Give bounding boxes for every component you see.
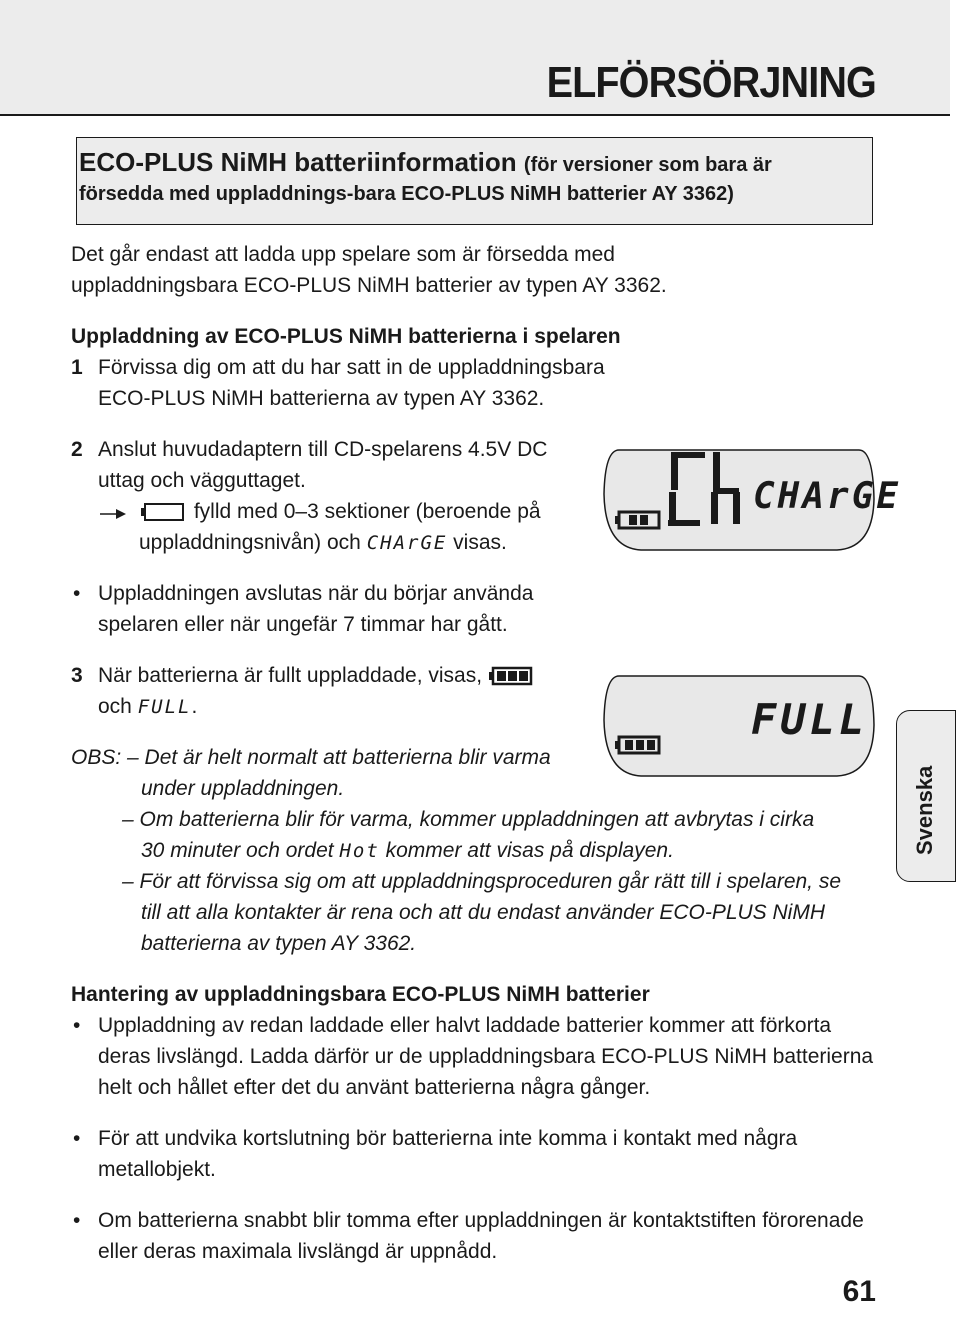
step2-arrow-text-1: fylld med 0–3 sektioner (beroende på [193, 500, 541, 523]
note-line-1 [71, 742, 551, 773]
step1-line-2: ECO-PLUS NiMH batterierna av typen AY 3362. [98, 387, 545, 410]
step1-line-1: Förvissa dig om att du har satt in de uppladdningsbara [98, 356, 605, 379]
lcd-display-full [601, 670, 877, 780]
step3-text-1: När batterierna är fullt uppladdade, visas, [98, 664, 483, 687]
bullet1-line-2: spelaren eller när ungefär 7 timmar har gått. [98, 613, 508, 636]
bullet-symbol: • [73, 582, 81, 605]
note-line-5: – För att förvissa sig om att uppladdningsproceduren går rätt till i spelaren, se [122, 870, 842, 893]
step2-arrow-text-2: uppladdningsnivån) och [139, 531, 361, 554]
note-line-3: – Om batterierna blir för varma, kommer uppladdningen att avbrytas i cirka [122, 808, 815, 831]
s2-bullet2-line-2: metallobjekt. [98, 1158, 216, 1181]
s2-bullet2-line-1: För att undvika kortslutning bör batterierna inte komma i kontakt med några [98, 1127, 798, 1150]
step3-number: 3 [71, 664, 83, 687]
lcd-display-charge [601, 444, 902, 554]
section1-heading: Uppladdning av ECO-PLUS NiMH batterierna i spelaren [71, 325, 621, 348]
note-text-1: Det är helt normalt att batterierna blir varma [144, 746, 551, 769]
empty-battery-icon [140, 501, 188, 523]
intro-line-2: uppladdningsbara ECO-PLUS NiMH batterier av typen AY 3362. [71, 274, 667, 297]
page-number: 61 [842, 1275, 876, 1308]
info-box-subtitle-part1: (för versioner som bara är [523, 154, 772, 176]
bullet-symbol: • [73, 1209, 81, 1232]
info-box-subtitle-part2: försedda med uppladdnings-bara ECO-PLUS NiMH batterier AY 3362) [79, 183, 734, 205]
note-text-4b: kommer att visas på displayen. [385, 839, 674, 862]
s2-bullet1-line-3: helt och hållet efter det du använt batterierna några gånger. [98, 1076, 651, 1099]
language-tab-label: Svenska [912, 765, 937, 855]
charge-segment-text: CHArGE [366, 532, 448, 554]
info-box [76, 137, 873, 225]
step2-line-1: Anslut huvudadaptern till CD-spelarens 4.5V DC [98, 438, 548, 461]
info-box-title: ECO-PLUS NiMH batteriinformation [79, 147, 517, 177]
section2-heading: Hantering av uppladdningsbara ECO-PLUS NiMH batterier [71, 983, 650, 1006]
step2-number: 2 [71, 438, 83, 461]
page-title: ELFÖRSÖRJNING [546, 58, 876, 107]
note-line-4 [141, 835, 674, 867]
bullet-symbol: • [73, 1014, 81, 1037]
s2-bullet1-line-1: Uppladdning av redan laddade eller halvt laddade batterier kommer att förkorta [98, 1014, 832, 1037]
page-header [0, 0, 950, 116]
hot-segment-text: Hot [339, 840, 380, 862]
s2-bullet3-line-1: Om batterierna snabbt blir tomma efter uppladdningen är kontaktstiften förorenade [98, 1209, 864, 1232]
note-line-2: under uppladdningen. [141, 777, 345, 800]
step3-text-3: . [191, 695, 198, 718]
bullet1-line-1: Uppladdningen avslutas när du börjar använda [98, 582, 534, 605]
lcd-full-text: FULL [751, 695, 869, 744]
step1-number: 1 [71, 356, 83, 379]
step3-line-2 [98, 691, 197, 723]
lcd-charge-text: CHArGE [753, 476, 902, 517]
bullet-symbol: • [73, 1127, 81, 1150]
step2-arrow-text-3: visas. [453, 531, 507, 554]
note-line-6: till att alla kontakter är rena och att du endast använder ECO-PLUS NiMH [141, 901, 825, 924]
intro-line-1: Det går endast att ladda upp spelare som är försedda med [71, 243, 615, 266]
step2-arrow-line-1 [98, 496, 541, 527]
step2-arrow-line-2 [139, 527, 507, 559]
note-text-4: 30 minuter och ordet [141, 839, 334, 862]
full-battery-icon [488, 666, 534, 686]
s2-bullet1-line-2: deras livslängd. Ladda därför ur de uppladdningsbara ECO-PLUS NiMH batterierna [98, 1045, 874, 1068]
step3-line-1 [98, 660, 534, 691]
step3-text-2: och [98, 695, 132, 718]
note-label: OBS: – [71, 746, 139, 769]
step2-line-2: uttag och vägguttaget. [98, 469, 306, 492]
full-segment-text: FULL [137, 696, 192, 718]
note-line-7: batterierna av typen AY 3362. [141, 932, 417, 955]
s2-bullet3-line-2: eller deras maximala livslängd är uppnådd. [98, 1240, 498, 1263]
info-box-title-line [79, 147, 869, 178]
